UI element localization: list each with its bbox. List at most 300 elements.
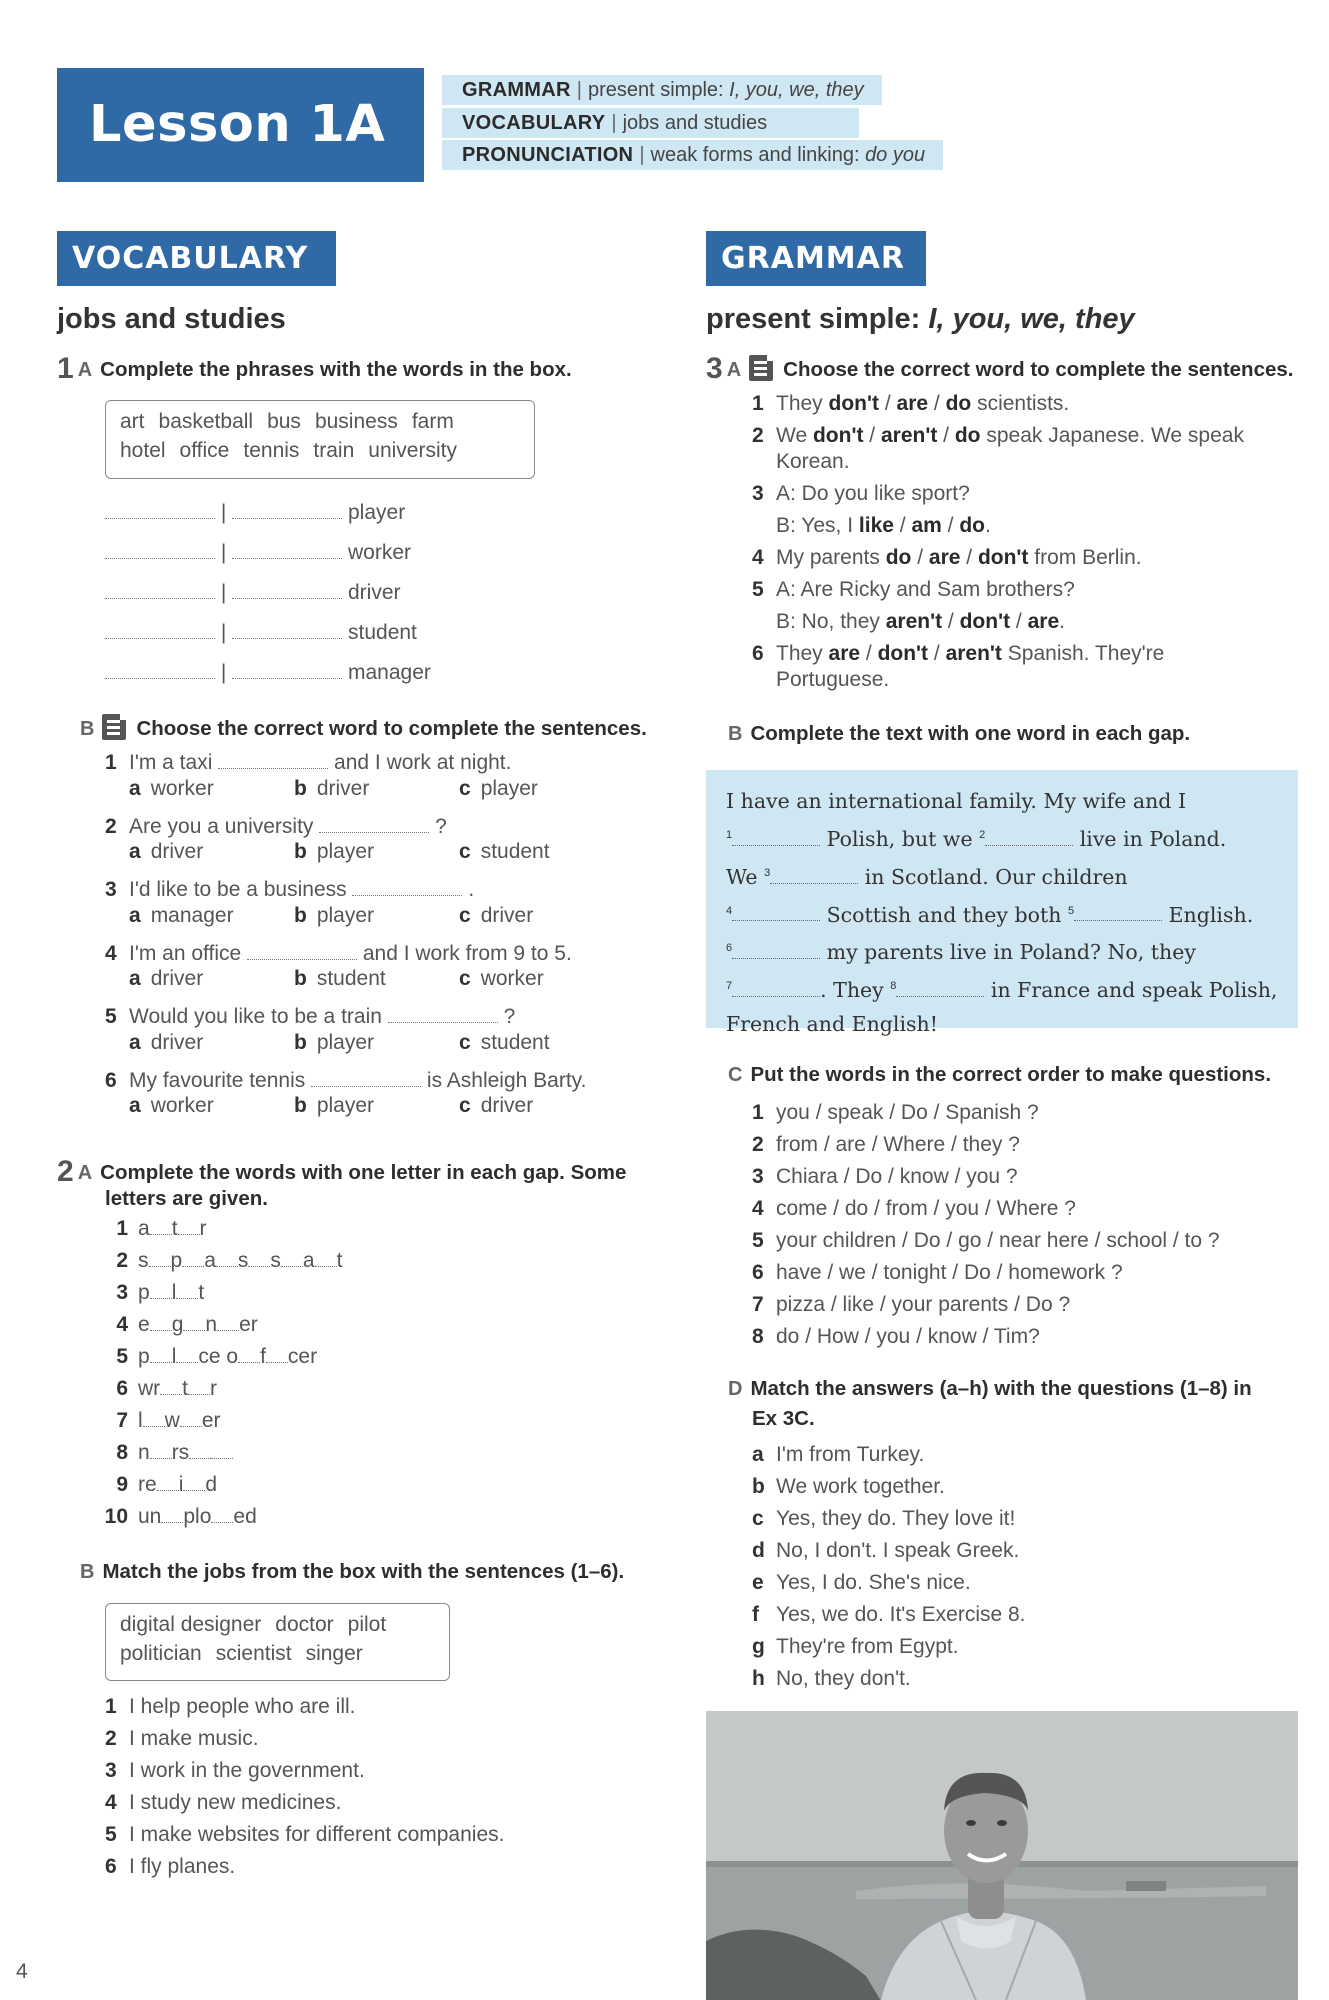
answer-gap[interactable] [105,663,215,679]
options-row [105,1028,645,1066]
choice-sentence [752,640,1244,666]
letter-gap[interactable] [266,1347,288,1363]
item-number: 10 [104,1505,128,1528]
exercise-3c-heading [728,1063,1271,1087]
answer-gap[interactable] [247,944,357,960]
option-word: driver [316,776,370,800]
choice-option[interactable]: am [911,514,942,537]
answer-gap[interactable] [896,981,984,997]
answer-gap[interactable] [770,868,858,884]
exercise-number: 1 [57,352,74,385]
letter-gap[interactable] [176,1283,198,1299]
given-letters: t [198,1281,205,1304]
letter-gap[interactable] [150,1315,172,1331]
vocab-label: VOCABULARY [462,112,606,134]
option-c[interactable] [459,964,544,993]
option-word: player [316,1094,375,1117]
letter-gap[interactable] [178,1219,200,1235]
item-number: 4 [752,1197,764,1220]
option-word: player [316,840,375,863]
item-number: 1 [116,1217,128,1240]
option-letter: b [294,1030,307,1054]
given-letters: d [205,1473,218,1496]
item-text: come / do / from / you / Where ? [776,1197,1076,1220]
choice-option[interactable]: do [959,514,985,537]
letter-gap[interactable] [161,1507,183,1523]
answer-gap[interactable] [319,817,429,833]
item-text: I study new medicines. [129,1791,342,1814]
pron-italic: do you [865,144,926,166]
ex2b-list [105,1692,504,1884]
item-text: have / we / tonight / Do / homework ? [776,1261,1123,1284]
option-letter: c [459,1030,471,1054]
grammar-label: GRAMMAR [462,79,571,101]
sentence-text: They [776,642,829,665]
letter-gap[interactable] [216,1251,238,1267]
item-text: I help people who are ill. [129,1695,356,1718]
list-item [752,1162,1220,1194]
option-c[interactable] [459,774,538,803]
answer-gap[interactable] [218,753,328,769]
gap-number: 6 [726,942,733,955]
photo-illustration [706,1711,1298,2000]
exercise-3d-heading [728,1377,1252,1401]
option-b[interactable] [294,774,369,803]
option-a[interactable] [129,774,214,803]
item-number: 2 [752,1133,764,1156]
list-item [752,1536,1026,1568]
item-number: 1 [752,1101,764,1124]
sentence-start: Would you like to be a train [129,1005,388,1028]
option-letter: b [294,903,307,927]
letter-gap[interactable] [157,1475,179,1491]
text-line [726,1007,1278,1041]
box-word: bus [267,410,301,433]
given-letters: s [270,1249,281,1272]
answer-gap[interactable] [388,1007,498,1023]
item-number: 6 [105,1855,117,1878]
choice-option[interactable]: like [858,514,894,537]
choice-sentence [752,422,1244,448]
option-word: driver [480,903,534,927]
item-number: 8 [116,1441,128,1464]
sentence-text: / [1010,610,1028,633]
gap-number: 8 [890,980,897,993]
choice-sentence [752,544,1244,576]
ex3d-list [752,1440,1026,1696]
item-number: 5 [105,1823,117,1846]
phrase-ending: student [348,621,417,644]
given-letters: s [138,1249,149,1272]
box-word: university [368,439,457,462]
choice-option[interactable]: aren't [880,424,938,447]
exercise-1b-heading [80,714,647,741]
worksheet-icon [102,714,126,740]
letter-gap[interactable] [150,1443,172,1459]
exercise-instruction-cont: letters are given. [105,1187,268,1210]
exercise-letter: A [77,359,93,381]
item-text: They're from Egypt. [776,1635,959,1658]
choice-option[interactable]: aren't [885,610,943,633]
sentence-text: scientists. [971,392,1070,415]
option-b[interactable] [294,964,386,993]
text-segment: English. [1162,902,1254,927]
separator: | [611,112,617,134]
given-letters: p [138,1281,150,1304]
answer-gap[interactable] [732,981,820,997]
given-letters: ce o [198,1345,239,1368]
option-letter: a [129,967,141,990]
sentence-text: Spanish. They're [1001,642,1165,665]
answer-gap[interactable] [232,583,342,599]
phrase-ending: manager [348,661,431,684]
box-word: digital designer [120,1613,262,1636]
text-segment: Polish, but we [820,826,980,851]
item-text: Yes, we do. It's Exercise 8. [776,1603,1026,1626]
item-number: d [752,1539,765,1562]
choice-option[interactable]: don't [959,610,1011,633]
option-letter: b [294,840,307,863]
given-letters: w [164,1409,180,1432]
word-puzzle-row [92,1502,342,1534]
phrase-separator: | [220,621,227,644]
item-number: f [752,1603,759,1626]
list-item [752,1226,1220,1258]
sentence-end: . [462,878,475,901]
choice-option[interactable]: don't [977,546,1029,569]
choice-option[interactable]: do [885,546,912,569]
letter-gap[interactable] [143,1411,165,1427]
option-b[interactable] [294,1091,374,1120]
word-box-row [120,436,520,465]
sentence-end: and I work from 9 to 5. [357,941,572,965]
gap-number: 4 [726,904,733,917]
list-item [752,1632,1026,1664]
sentence-text: / [960,546,978,569]
item-number: b [752,1475,765,1498]
phrase-ending: player [348,501,406,524]
option-c[interactable] [459,837,550,866]
vocabulary-subtitle: jobs and studies [57,303,286,335]
answer-gap[interactable] [352,880,462,896]
letter-gap[interactable] [150,1219,172,1235]
option-b[interactable] [294,837,374,866]
choice-sentence [752,608,1244,640]
choice-option[interactable]: don't [828,392,880,415]
item-number: 4 [105,1791,117,1814]
choice-option[interactable]: aren't [945,642,1002,665]
option-c[interactable] [459,1091,533,1120]
option-word: driver [150,1030,204,1054]
sentence-end: ? [429,814,447,838]
option-a[interactable] [129,837,203,866]
ex2b-word-box [105,1603,450,1681]
given-letters: s [237,1249,249,1272]
item-text: you / speak / Do / Spanish ? [776,1101,1039,1124]
option-word: worker [150,1094,214,1117]
option-word: worker [150,776,214,800]
option-word: player [316,903,375,927]
exercise-2a-heading [57,1155,626,1189]
text-segment: in Scotland. Our children [858,864,1128,889]
answer-gap[interactable] [232,663,342,679]
answer-gap[interactable] [732,905,820,921]
exercise-instruction: Complete the text with one word in each gap. [750,722,1191,745]
answer-gap[interactable] [732,830,820,846]
word-puzzle-row [92,1214,342,1246]
word-box-row [120,407,520,436]
letter-gap[interactable] [180,1411,202,1427]
options-row [105,901,645,939]
choice-option[interactable]: are [928,546,961,569]
answer-gap[interactable] [232,503,342,519]
letter-gap[interactable] [248,1251,270,1267]
item-text: from / are / Where / they ? [776,1133,1020,1156]
option-a[interactable] [129,964,203,993]
answer-gap[interactable] [232,543,342,559]
question-row [105,1002,645,1028]
given-letters: r [210,1377,218,1400]
sentence-text: B: Yes, I [776,514,859,537]
letter-gap[interactable] [183,1315,205,1331]
letter-gap[interactable] [149,1251,171,1267]
answer-gap[interactable] [985,830,1073,846]
word-puzzle-row [92,1438,342,1470]
option-c[interactable] [459,1028,550,1057]
letter-gap[interactable] [150,1283,172,1299]
option-word: student [480,1030,550,1054]
box-word: singer [305,1642,363,1665]
sentence-text: / [863,424,881,447]
item-number: 1 [105,751,117,774]
exercise-instruction: Choose the correct word to complete the sentences. [136,717,647,740]
answer-gap[interactable] [1074,905,1162,921]
answer-gap[interactable] [105,503,215,519]
choice-option[interactable]: do [945,392,972,415]
exercise-number: 2 [57,1155,74,1188]
option-letter: a [129,1030,141,1054]
list-item [105,1852,504,1884]
sentence-text: from Berlin. [1028,546,1142,569]
box-word: office [179,439,230,462]
option-word: player [480,776,538,800]
sentence-text: / [942,610,960,633]
list-item [752,1440,1026,1472]
choice-option[interactable]: are [896,392,929,415]
item-number: 8 [752,1325,764,1348]
sentence-end: ? [497,1005,516,1028]
text-segment: I have an international family. My wife and I [726,789,1187,813]
answer-gap[interactable] [105,583,215,599]
vocab-text: jobs and studies [622,112,768,134]
option-a[interactable] [129,901,234,930]
phrase-row [105,498,431,538]
given-letters: ed [233,1505,257,1528]
option-letter: a [129,840,141,863]
letter-gap[interactable] [150,1347,172,1363]
letter-gap[interactable] [315,1251,337,1267]
text-line [726,784,1278,818]
question-row [105,812,645,838]
letter-gap[interactable] [281,1251,303,1267]
word-puzzle-row [92,1310,342,1342]
option-a[interactable] [129,1028,203,1057]
list-item [105,1756,504,1788]
letter-gap[interactable] [188,1379,210,1395]
sentence-text: They [776,392,829,415]
sentence-text: A: Are Ricky and Sam brothers? [776,578,1075,601]
exercise-instruction: Put the words in the correct order to make questions. [750,1063,1272,1086]
ex3a-list [752,390,1244,698]
sentence-text: / [911,546,929,569]
box-word: business [314,410,398,433]
given-letters: g [171,1313,184,1336]
option-a[interactable] [129,1091,214,1120]
letter-gap[interactable] [211,1443,233,1459]
sentence-text: / [928,392,946,415]
choice-option[interactable]: don't [812,424,864,447]
choice-option[interactable]: are [1027,610,1060,633]
letter-gap[interactable] [182,1251,204,1267]
sentence-text: My parents [776,546,886,569]
sentence-start: Are you a university [129,814,320,838]
letter-gap[interactable] [183,1475,205,1491]
exercise-instruction: Choose the correct word to complete the sentences. [783,358,1294,381]
exercise-1a-heading [57,352,572,386]
box-word: doctor [275,1613,334,1636]
option-c[interactable] [459,901,533,930]
sentence-text: / [937,424,955,447]
exercise-instruction: Complete the phrases with the words in the box. [100,358,572,381]
exercise-letter: C [728,1064,743,1086]
item-number: g [752,1635,765,1658]
option-letter: c [459,840,471,863]
item-number: 5 [116,1345,128,1368]
choice-sentence [752,576,1244,608]
option-letter: a [129,903,141,927]
choice-option[interactable]: do [954,424,981,447]
list-item [752,1568,1026,1600]
grammar-subtitle-text: present simple: [706,303,929,335]
header-pronunciation [442,140,943,170]
option-b[interactable] [294,901,374,930]
choice-option[interactable]: are [828,642,861,665]
item-number: 5 [752,1229,764,1252]
separator: | [576,79,582,101]
word-puzzle-row [92,1406,342,1438]
item-number: 4 [752,546,764,569]
word-puzzle-row [92,1342,342,1374]
sentence-text: Portuguese. [776,668,890,691]
given-letters: t [182,1377,189,1400]
box-word: art [120,410,145,433]
answer-gap[interactable] [105,543,215,559]
options-row [105,964,645,1002]
option-b[interactable] [294,1028,374,1057]
item-number: 3 [105,878,117,901]
grammar-section-bar: GRAMMAR [706,231,926,286]
given-letters: un [138,1505,162,1528]
exercise-letter: B [80,718,95,740]
ex1a-phrases [105,498,431,698]
option-letter: b [294,1094,307,1117]
word-puzzle-row [92,1470,342,1502]
letter-gap[interactable] [160,1379,182,1395]
letter-gap[interactable] [189,1443,211,1459]
sentence-start: I'm a taxi [129,751,219,774]
given-letters: p [170,1249,183,1272]
list-item [752,1472,1026,1504]
list-item [105,1820,504,1852]
list-item [752,1504,1026,1536]
word-box-row [120,1639,435,1668]
exercise-letter: D [728,1378,743,1400]
option-letter: b [294,967,307,990]
header-grammar [442,75,882,105]
letter-gap[interactable] [176,1347,198,1363]
given-letters: t [336,1249,343,1272]
letter-gap[interactable] [211,1507,233,1523]
item-number: 3 [752,1165,764,1188]
item-text: I fly planes. [129,1855,236,1878]
item-text: I make websites for different companies. [129,1823,505,1846]
list-item [752,1194,1220,1226]
answer-gap[interactable] [732,943,820,959]
item-number: 2 [105,814,117,838]
item-number: e [752,1571,764,1594]
box-word: train [313,439,355,462]
question-row [105,748,645,774]
given-letters: l [171,1281,177,1304]
exercise-letter: A [726,359,742,381]
phrase-separator: | [220,541,227,564]
gap-number: 2 [979,829,986,841]
sentence-text: . [1059,610,1065,633]
item-text: Yes, I do. She's nice. [776,1571,971,1594]
answer-gap[interactable] [311,1071,421,1087]
item-text: Yes, they do. They love it! [776,1507,1016,1530]
item-number: 1 [752,392,764,415]
item-number: 3 [116,1281,128,1304]
option-word: driver [150,967,204,990]
given-letters: er [201,1409,221,1432]
answer-gap[interactable] [232,623,342,639]
sentence-text: / [879,392,897,415]
list-item [105,1788,504,1820]
item-number: 3 [105,1759,117,1782]
options-row [105,1091,645,1129]
letter-gap[interactable] [238,1347,260,1363]
item-number: 3 [752,482,764,505]
sentence-text: Korean. [776,450,850,473]
sentence-start: I'd like to be a business [129,878,353,901]
exercise-instruction: Match the answers (a–h) with the questions (1–8) in [750,1377,1252,1400]
choice-option[interactable]: don't [877,642,929,665]
text-segment: live in Poland. [1073,826,1227,851]
phrase-ending: worker [348,541,412,564]
text-segment: French and English! [726,1012,938,1037]
box-word: scientist [215,1642,292,1665]
answer-gap[interactable] [105,623,215,639]
gap-number: 7 [726,980,733,993]
item-number: 5 [752,578,764,601]
exercise-instruction-cont: Ex 3C. [752,1407,815,1430]
options-row [105,774,645,812]
letter-gap[interactable] [217,1315,239,1331]
item-number: c [752,1507,764,1530]
item-number: 9 [116,1473,128,1496]
box-word: pilot [347,1613,387,1636]
